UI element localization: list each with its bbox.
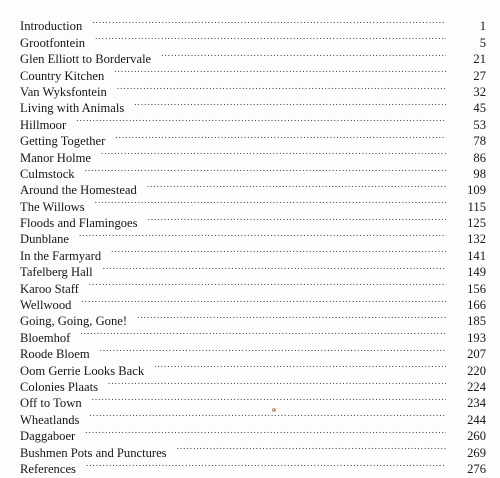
dot-leader — [81, 162, 446, 178]
dot-leader — [110, 63, 446, 79]
dot-leader — [81, 424, 446, 440]
toc-entry-page: 132 — [467, 232, 486, 247]
toc-entry-page: 149 — [467, 265, 486, 280]
toc-entry-page: 234 — [467, 396, 486, 411]
toc-entry-page: 244 — [467, 412, 486, 427]
toc-entry — [20, 424, 486, 444]
toc-entry — [20, 276, 486, 296]
dot-leader — [97, 145, 446, 161]
toc-entry-title: Introduction — [20, 19, 83, 34]
toc-entry-page: 260 — [467, 429, 486, 444]
toc-entry — [20, 227, 486, 247]
dot-leader — [72, 112, 446, 128]
toc-entry-page: 21 — [473, 52, 486, 67]
toc-entry-page: 207 — [467, 347, 486, 362]
toc-entry-page: 125 — [467, 216, 486, 231]
toc-entry-title: Manor Holme — [20, 150, 91, 165]
toc-entry-title: In the Farmyard — [20, 248, 102, 263]
dot-leader — [77, 293, 446, 309]
toc-entry-title: Wheatlands — [20, 412, 80, 427]
dot-leader — [88, 391, 446, 407]
dot-leader — [99, 260, 446, 276]
dot-leader — [75, 227, 446, 243]
toc-entry-page: 156 — [467, 281, 486, 296]
toc-entry-page: 53 — [473, 117, 486, 132]
dot-leader — [143, 178, 446, 194]
toc-entry-title: Getting Together — [20, 134, 106, 149]
toc-entry — [20, 293, 486, 313]
dot-leader — [150, 358, 446, 374]
toc-entry-title: Living with Animals — [20, 101, 125, 116]
toc-entry-title: Grootfontein — [20, 35, 86, 50]
toc-entry-page: 224 — [467, 379, 486, 394]
toc-entry-page: 5 — [479, 35, 486, 50]
toc-entry — [20, 194, 486, 214]
dot-leader — [107, 243, 446, 259]
toc-entry-page: 193 — [467, 330, 486, 345]
dot-leader — [91, 30, 446, 46]
dot-leader — [91, 194, 446, 210]
toc-entry-title: Glen Elliott to Bordervale — [20, 52, 152, 67]
dot-leader — [104, 375, 446, 391]
toc-entry-page: 45 — [473, 101, 486, 116]
toc-entry-title: Culmstock — [20, 166, 75, 181]
toc-entry-page: 269 — [467, 445, 486, 460]
toc-entry-page: 141 — [467, 248, 486, 263]
toc-entry-title: Country Kitchen — [20, 68, 105, 83]
toc-entry-title: Colonies Plaats — [20, 379, 99, 394]
toc-entry-page: 78 — [473, 134, 486, 149]
toc-entry-title: Floods and Flamingoes — [20, 216, 138, 231]
toc-entry-title: References — [20, 461, 76, 476]
toc-entry — [20, 162, 486, 181]
toc-entry-title: Bloemhof — [20, 330, 71, 345]
toc-entry — [20, 30, 486, 50]
toc-entry-page: 86 — [473, 150, 486, 165]
toc-entry — [20, 129, 486, 149]
dot-leader — [88, 14, 446, 30]
toc-entry-title: Off to Town — [20, 396, 82, 411]
toc-entry-title: Daggaboer — [20, 429, 76, 444]
dot-leader — [133, 309, 446, 325]
toc-entry — [20, 391, 486, 411]
toc-entry-title: Going, Going, Gone! — [20, 314, 128, 329]
dot-leader — [85, 407, 446, 423]
toc-entry — [20, 407, 486, 427]
dot-leader — [157, 47, 446, 63]
dot-leader — [144, 211, 446, 227]
dot-leader — [113, 80, 446, 96]
toc-entry-title: Bushmen Pots and Punctures — [20, 445, 167, 460]
toc-entry — [20, 178, 486, 198]
dot-leader — [173, 440, 446, 456]
toc-entry-page: 220 — [467, 363, 486, 378]
toc-entry-title: Van Wyksfontein — [20, 84, 107, 99]
toc-entry — [20, 309, 486, 329]
toc-entry-title: Karoo Staff — [20, 281, 79, 296]
dot-leader — [111, 129, 446, 145]
toc-entry-page: 32 — [473, 84, 486, 99]
toc-entry-page: 1 — [479, 19, 486, 34]
dot-leader — [76, 325, 446, 341]
dot-leader — [82, 457, 446, 473]
toc-entry-page: 185 — [467, 314, 486, 329]
dot-leader — [96, 342, 446, 358]
toc-entry-page: 166 — [467, 298, 486, 313]
toc-entry — [20, 342, 486, 362]
dot-leader — [130, 96, 446, 112]
toc-entry — [20, 457, 486, 476]
toc-entry-page: 115 — [467, 199, 486, 214]
toc-entry-title: The Willows — [20, 199, 85, 214]
toc-entry-title: Tafelberg Hall — [20, 265, 93, 280]
toc-entry — [20, 440, 486, 460]
toc-entry-title: Around the Homestead — [20, 183, 137, 198]
paper-mark — [272, 408, 276, 412]
toc-entry — [20, 112, 486, 132]
table-of-contents — [20, 14, 486, 476]
toc-entry-title: Roode Bloem — [20, 347, 90, 362]
toc-entry — [20, 243, 486, 263]
toc-entry — [20, 325, 486, 345]
toc-entry — [20, 14, 486, 34]
toc-entry-title: Wellwood — [20, 298, 72, 313]
toc-entry-title: Oom Gerrie Looks Back — [20, 363, 145, 378]
toc-entry-page: 98 — [473, 166, 486, 181]
toc-entry-title: Dunblane — [20, 232, 69, 247]
toc-entry-page: 27 — [473, 68, 486, 83]
toc-entry-title: Hillmoor — [20, 117, 67, 132]
dot-leader — [85, 276, 446, 292]
toc-entry-page: 109 — [467, 183, 486, 198]
toc-entry-page: 276 — [467, 461, 486, 476]
